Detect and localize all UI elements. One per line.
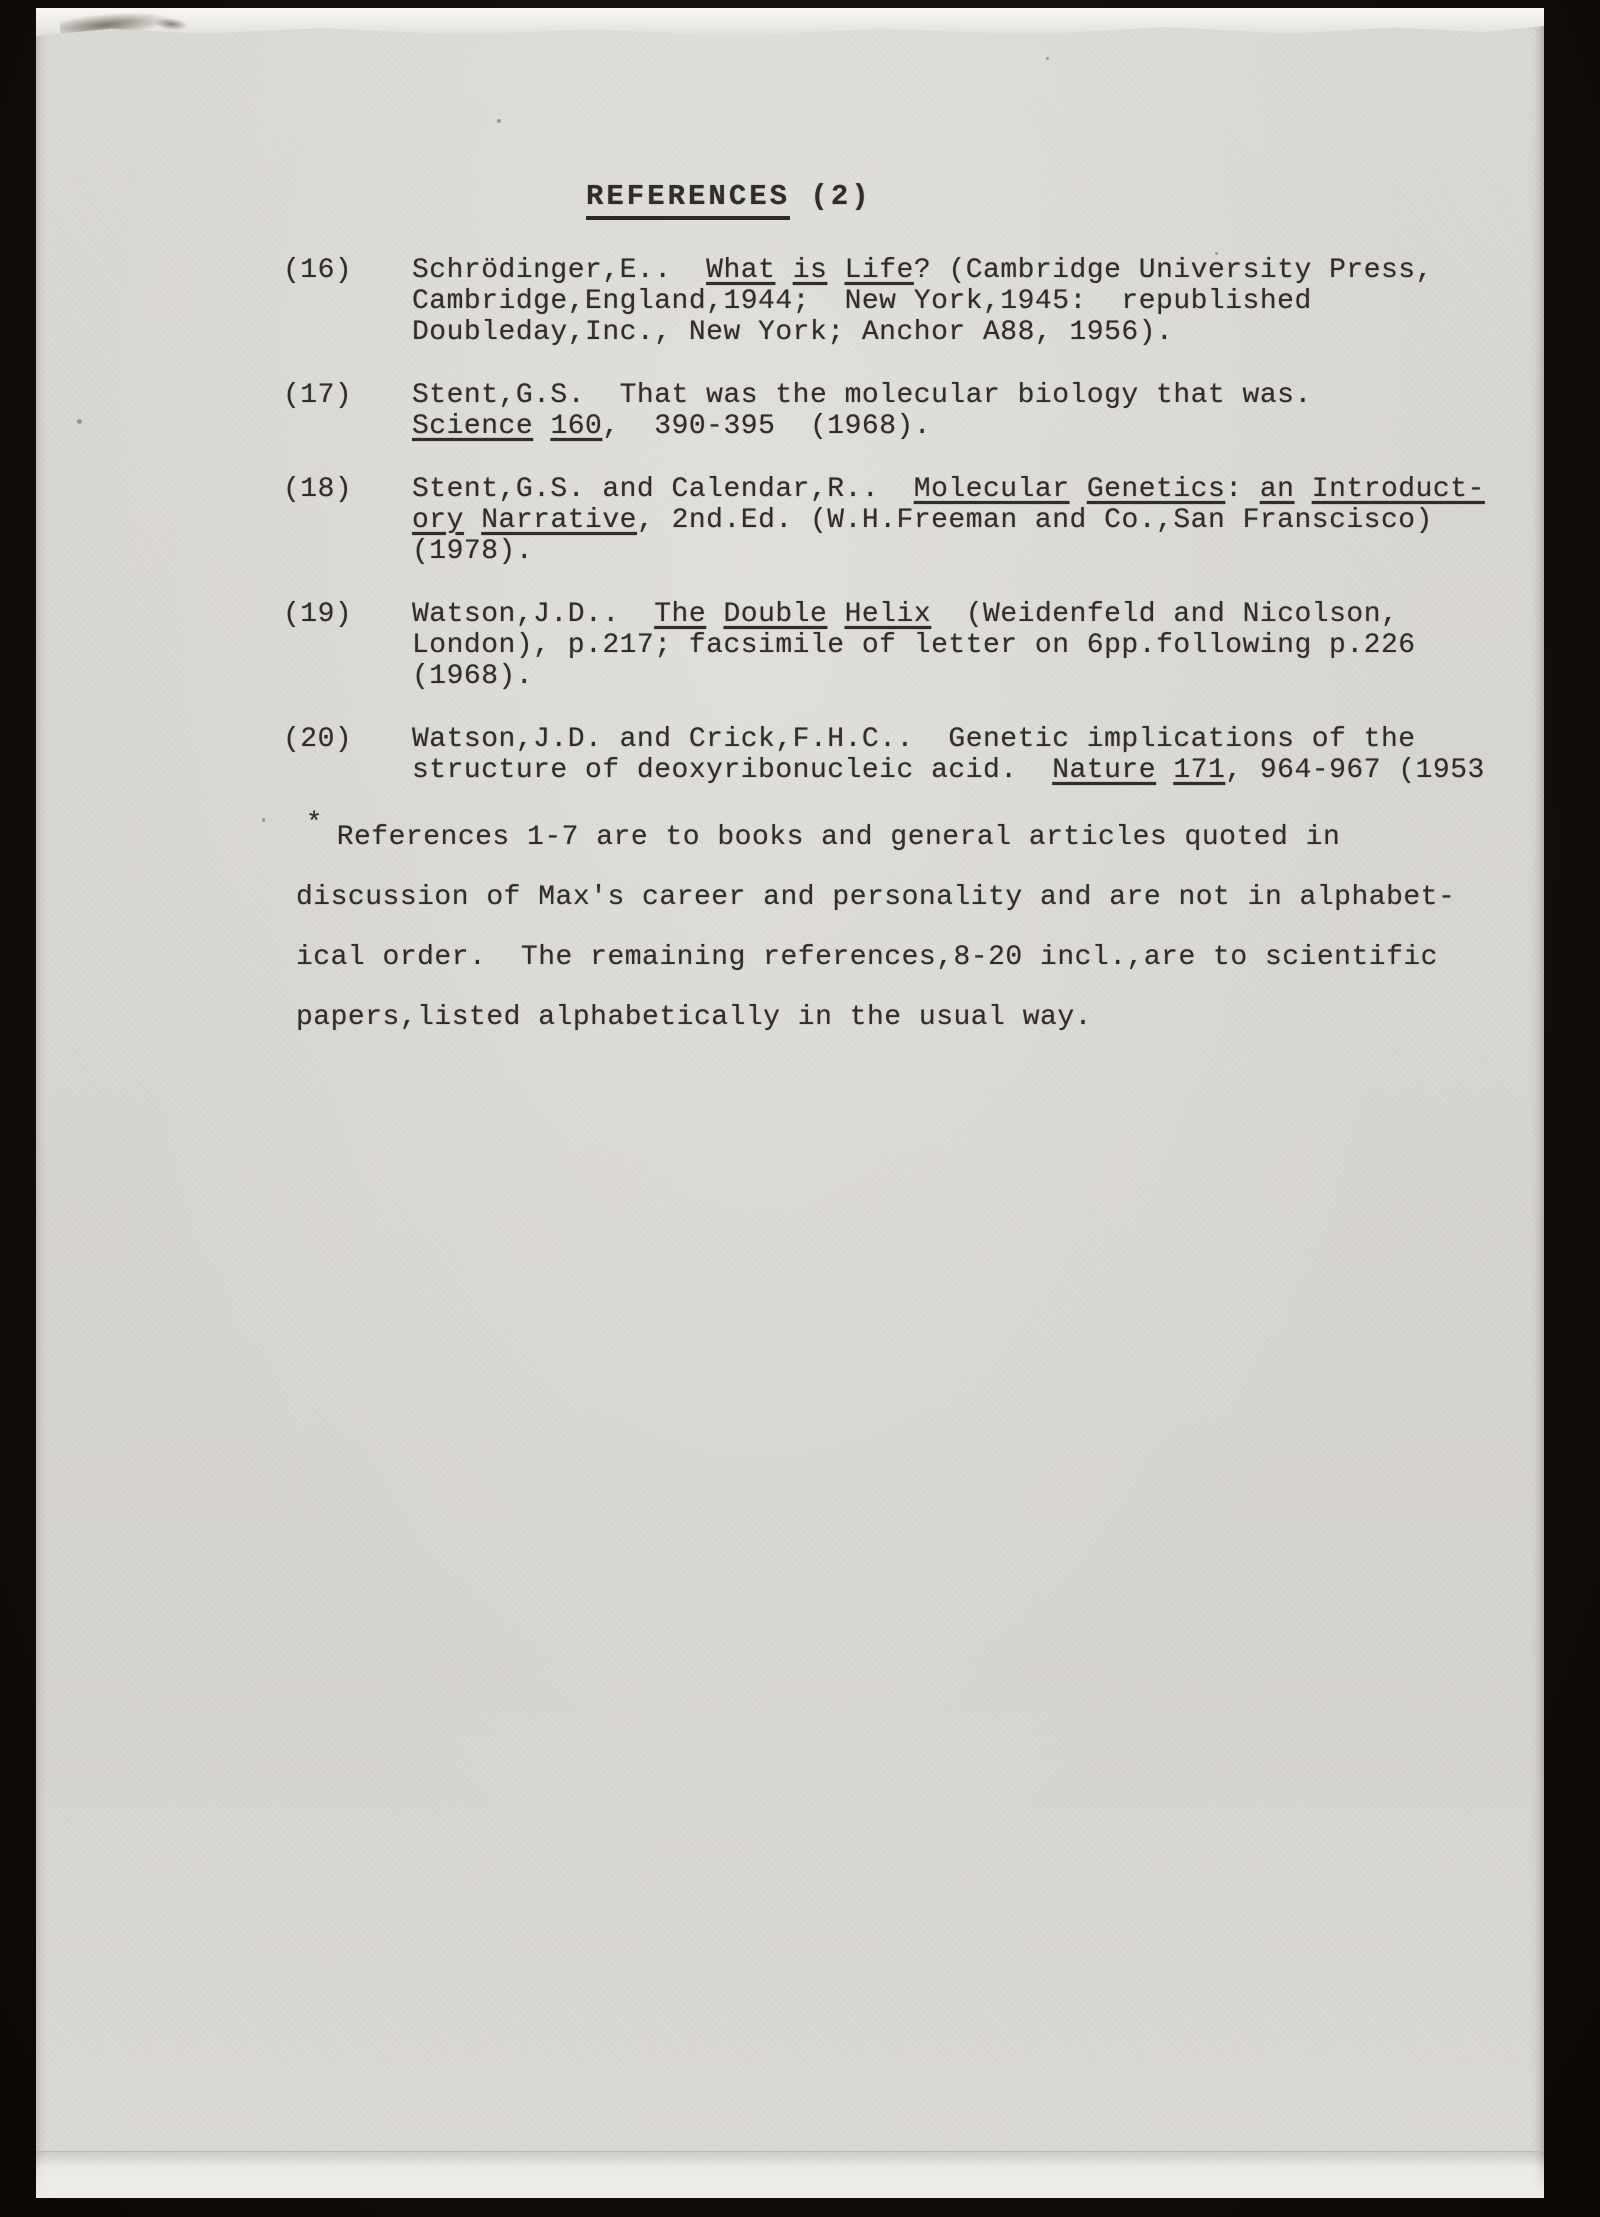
reference-line (412, 724, 1494, 755)
reference-line (412, 755, 1494, 786)
reference-text (412, 380, 1494, 442)
footnote-line-text: ical order. The remaining references,8-20 incl.,are to scientific (296, 942, 1438, 973)
underlined-text: Narrative (481, 505, 637, 536)
reference-line (412, 599, 1494, 630)
reference-line (412, 505, 1494, 536)
text-segment: Watson,J.D.. (412, 599, 655, 630)
text-segment: : (1225, 474, 1260, 505)
text-segment (827, 599, 844, 630)
reference-number: (20) (283, 724, 353, 755)
text-segment: Stent,G.S. and Calendar,R.. (412, 474, 914, 505)
text-segment (1156, 755, 1173, 786)
reference-entry (283, 380, 1494, 442)
paper-speck (497, 119, 501, 123)
reference-text (412, 724, 1494, 786)
underlined-text: Nature (1052, 755, 1157, 786)
text-segment: (1968). (412, 661, 534, 692)
text-segment: , 390-395 (1968). (602, 411, 932, 442)
underlined-text: Introduct- (1311, 474, 1485, 505)
text-segment: Watson,J.D. and Crick,F.H.C.. Genetic implications of the (412, 724, 1416, 755)
reference-line (412, 255, 1494, 286)
text-segment (533, 411, 550, 442)
underlined-text: Science (412, 411, 534, 442)
text-segment (706, 599, 723, 630)
footnote-line (296, 988, 1476, 1048)
reference-line (412, 661, 1494, 692)
footnote-line-text: References 1-7 are to books and general articles quoted in (336, 822, 1341, 853)
page-title-number: (2) (790, 180, 872, 213)
footnote-text (296, 808, 1476, 1048)
text-segment (464, 505, 481, 536)
reference-line (412, 317, 1494, 348)
text-segment: , 964-967 (1953 (1225, 755, 1485, 786)
underlined-text: Genetics (1086, 474, 1226, 505)
reference-entry (283, 724, 1494, 786)
text-segment: ? (Cambridge University Press, (913, 255, 1433, 286)
footnote-line (296, 868, 1476, 928)
underlined-text: is (792, 255, 828, 286)
reference-line (412, 286, 1494, 317)
text-segment (827, 255, 844, 286)
footnote-line-text: discussion of Max's career and personality and are not in alphabet- (296, 882, 1456, 913)
text-segment: Stent,G.S. That was the molecular biology that was. (412, 380, 1312, 411)
reference-line (412, 536, 1494, 567)
footnote-line-text: papers,listed alphabetically in the usual way. (296, 1002, 1092, 1033)
text-segment (1294, 474, 1311, 505)
page-bottom-edge (36, 2151, 1544, 2198)
underlined-text: 160 (550, 411, 603, 442)
text-segment (775, 255, 792, 286)
reference-number: (17) (283, 380, 353, 411)
underlined-text: Double (723, 599, 828, 630)
footnote-line (296, 928, 1476, 988)
footnote (296, 808, 1476, 1048)
underlined-text: What (706, 255, 776, 286)
reference-entry (283, 474, 1494, 567)
reference-line (412, 411, 1494, 442)
underlined-text: 171 (1173, 755, 1226, 786)
torn-top-edge (36, 8, 1544, 36)
reference-number: (16) (283, 255, 353, 286)
underlined-text: The (654, 599, 707, 630)
reference-entry (283, 599, 1494, 692)
reference-entry (283, 255, 1494, 348)
underlined-text: Helix (844, 599, 932, 630)
paper-speck (77, 419, 82, 424)
underlined-text: an (1259, 474, 1295, 505)
paper-speck (262, 818, 265, 822)
reference-text (412, 255, 1494, 348)
underlined-text: Molecular (913, 474, 1070, 505)
text-segment (1070, 474, 1087, 505)
text-segment: Schrödinger,E.. (412, 255, 707, 286)
text-segment: London), p.217; facsimile of letter on 6pp.following p.226 (412, 630, 1416, 661)
reference-number: (18) (283, 474, 353, 505)
document-page (36, 8, 1544, 2198)
footnote-line (296, 808, 1476, 868)
reference-text (412, 474, 1494, 567)
reference-number: (19) (283, 599, 353, 630)
text-segment: structure of deoxyribonucleic acid. (412, 755, 1053, 786)
reference-line (412, 474, 1494, 505)
page-title (586, 180, 872, 213)
reference-text (412, 599, 1494, 692)
text-segment: , 2nd.Ed. (W.H.Freeman and Co.,San Franscisco) (636, 505, 1433, 536)
footnote-asterisk: * (306, 809, 323, 839)
paper-speck (1046, 57, 1049, 60)
reference-list (283, 255, 1494, 818)
text-segment: (1978). (412, 536, 534, 567)
reference-line (412, 380, 1494, 411)
page-title-text: REFERENCES (586, 180, 790, 220)
reference-line (412, 630, 1494, 661)
text-segment: Doubleday,Inc., New York; Anchor A88, 1956). (412, 317, 1174, 348)
text-segment: Cambridge,England,1944; New York,1945: republished (412, 286, 1312, 317)
text-segment: (Weidenfeld and Nicolson, (931, 599, 1399, 630)
underlined-text: Life (844, 255, 914, 286)
underlined-text: ory (412, 505, 464, 536)
